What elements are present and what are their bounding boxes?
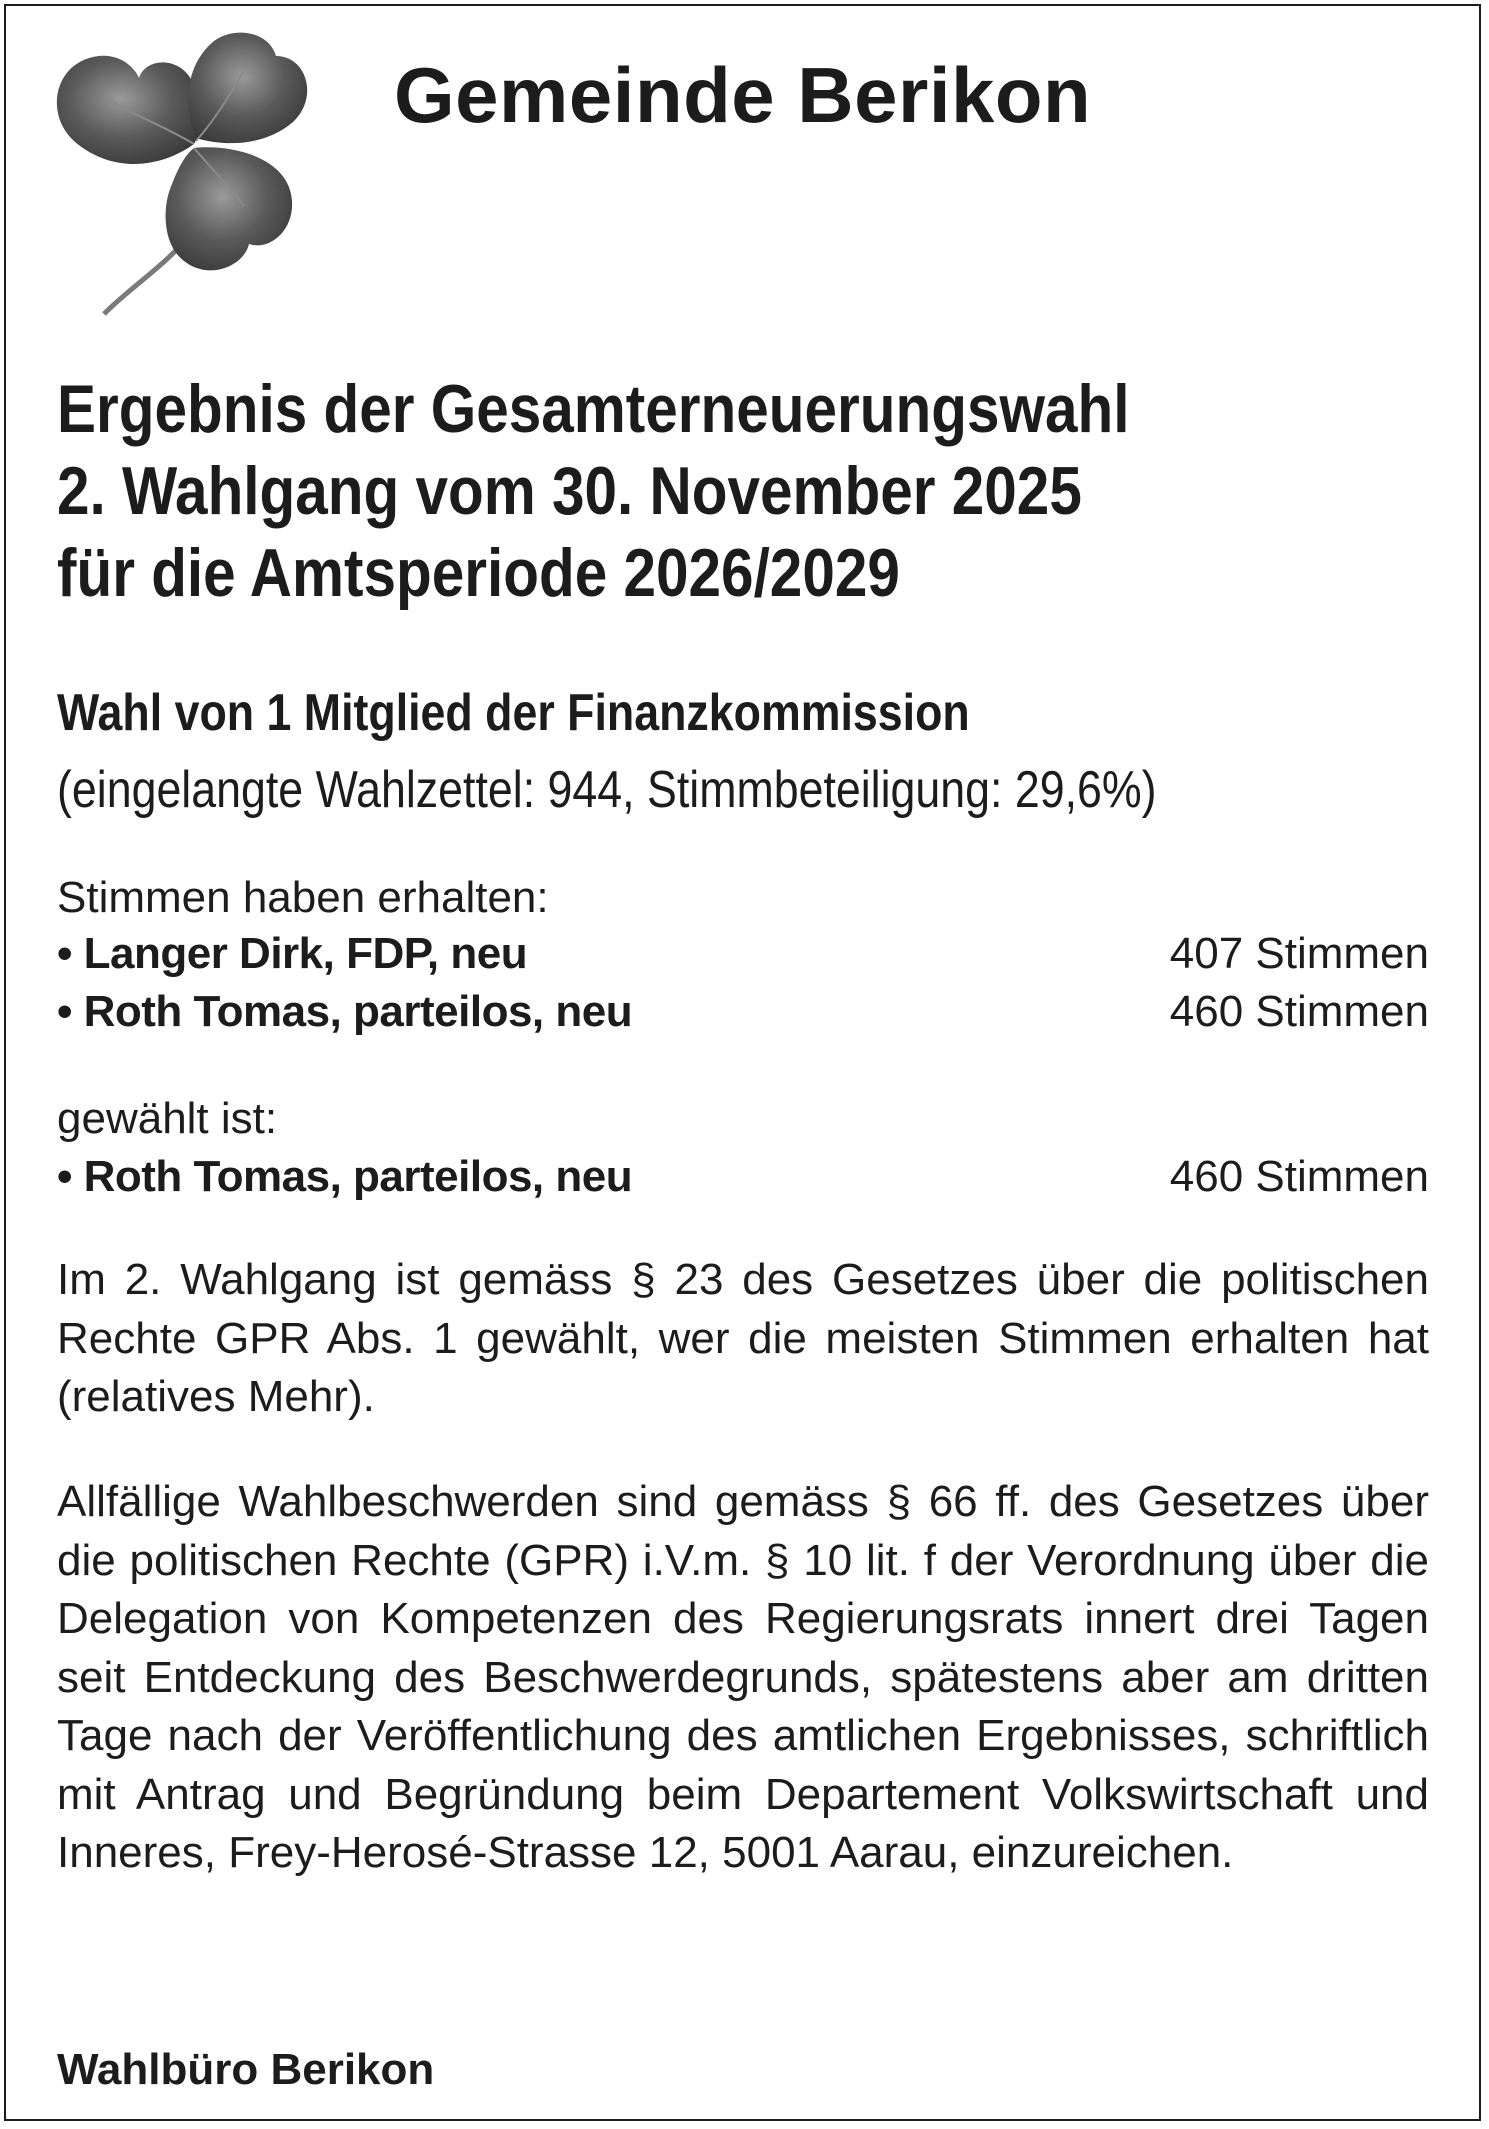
- elected-row: [57, 1148, 1429, 1206]
- candidate-votes: 407 Stimmen: [1169, 929, 1429, 978]
- received-label: Stimmen haben erhalten:: [57, 873, 549, 922]
- title-line: Ergebnis der Gesamterneuerungswahl: [57, 371, 1130, 447]
- candidate-name: • Langer Dirk, FDP, neu: [57, 929, 528, 978]
- elected-label: gewählt ist:: [57, 1094, 278, 1143]
- rule-paragraph: Im 2. Wahlgang ist gemäss § 23 des Gesetzes über die politischen Rechte GPR Abs. 1 gewählt, wer die meisten Stimmen erhalten hat (relatives Mehr).: [57, 1255, 1429, 1421]
- title-line: für die Amtsperiode 2026/2029: [57, 535, 900, 611]
- organization-title: Gemeinde Berikon: [394, 51, 1092, 139]
- candidate-votes: 460 Stimmen: [1169, 987, 1429, 1036]
- title-line: 2. Wahlgang vom 30. November 2025: [57, 453, 1082, 529]
- elected-name: • Roth Tomas, parteilos, neu: [57, 1152, 633, 1201]
- cloverleaf-icon: [44, 26, 314, 316]
- elected-votes: 460 Stimmen: [1169, 1152, 1429, 1201]
- appeal-paragraph: Allfällige Wahlbeschwerden sind gemäss § 66 ff. des Gesetzes über die politischen Rechte (GPR) i.V.m. § 10 lit. f der Verordnung über die Delegation von Kompetenzen des Regierungsrats innert drei Tagen seit Entdeckung des Beschwerdegrunds, spätestens aber am dritten Tage nach der Veröffentlichung des amtlichen Ergebnisses, schriftlich mit Antrag und Begründung beim Departement Volkswirtschaft und Inneres, Frey-Herosé-Strasse 12, 5001 Aarau, einzureichen.: [57, 1477, 1429, 1877]
- election-details: (eingelangte Wahlzettel: 944, Stimmbeteiligung: 29,6%): [57, 761, 1157, 819]
- signature: Wahlbüro Berikon: [57, 2045, 435, 2094]
- notice-title: [57, 368, 1129, 614]
- candidate-name: • Roth Tomas, parteilos, neu: [57, 987, 633, 1036]
- election-heading: Wahl von 1 Mitglied der Finanzkommission: [57, 684, 970, 742]
- candidate-row: [57, 925, 1429, 983]
- candidate-row: [57, 983, 1429, 1041]
